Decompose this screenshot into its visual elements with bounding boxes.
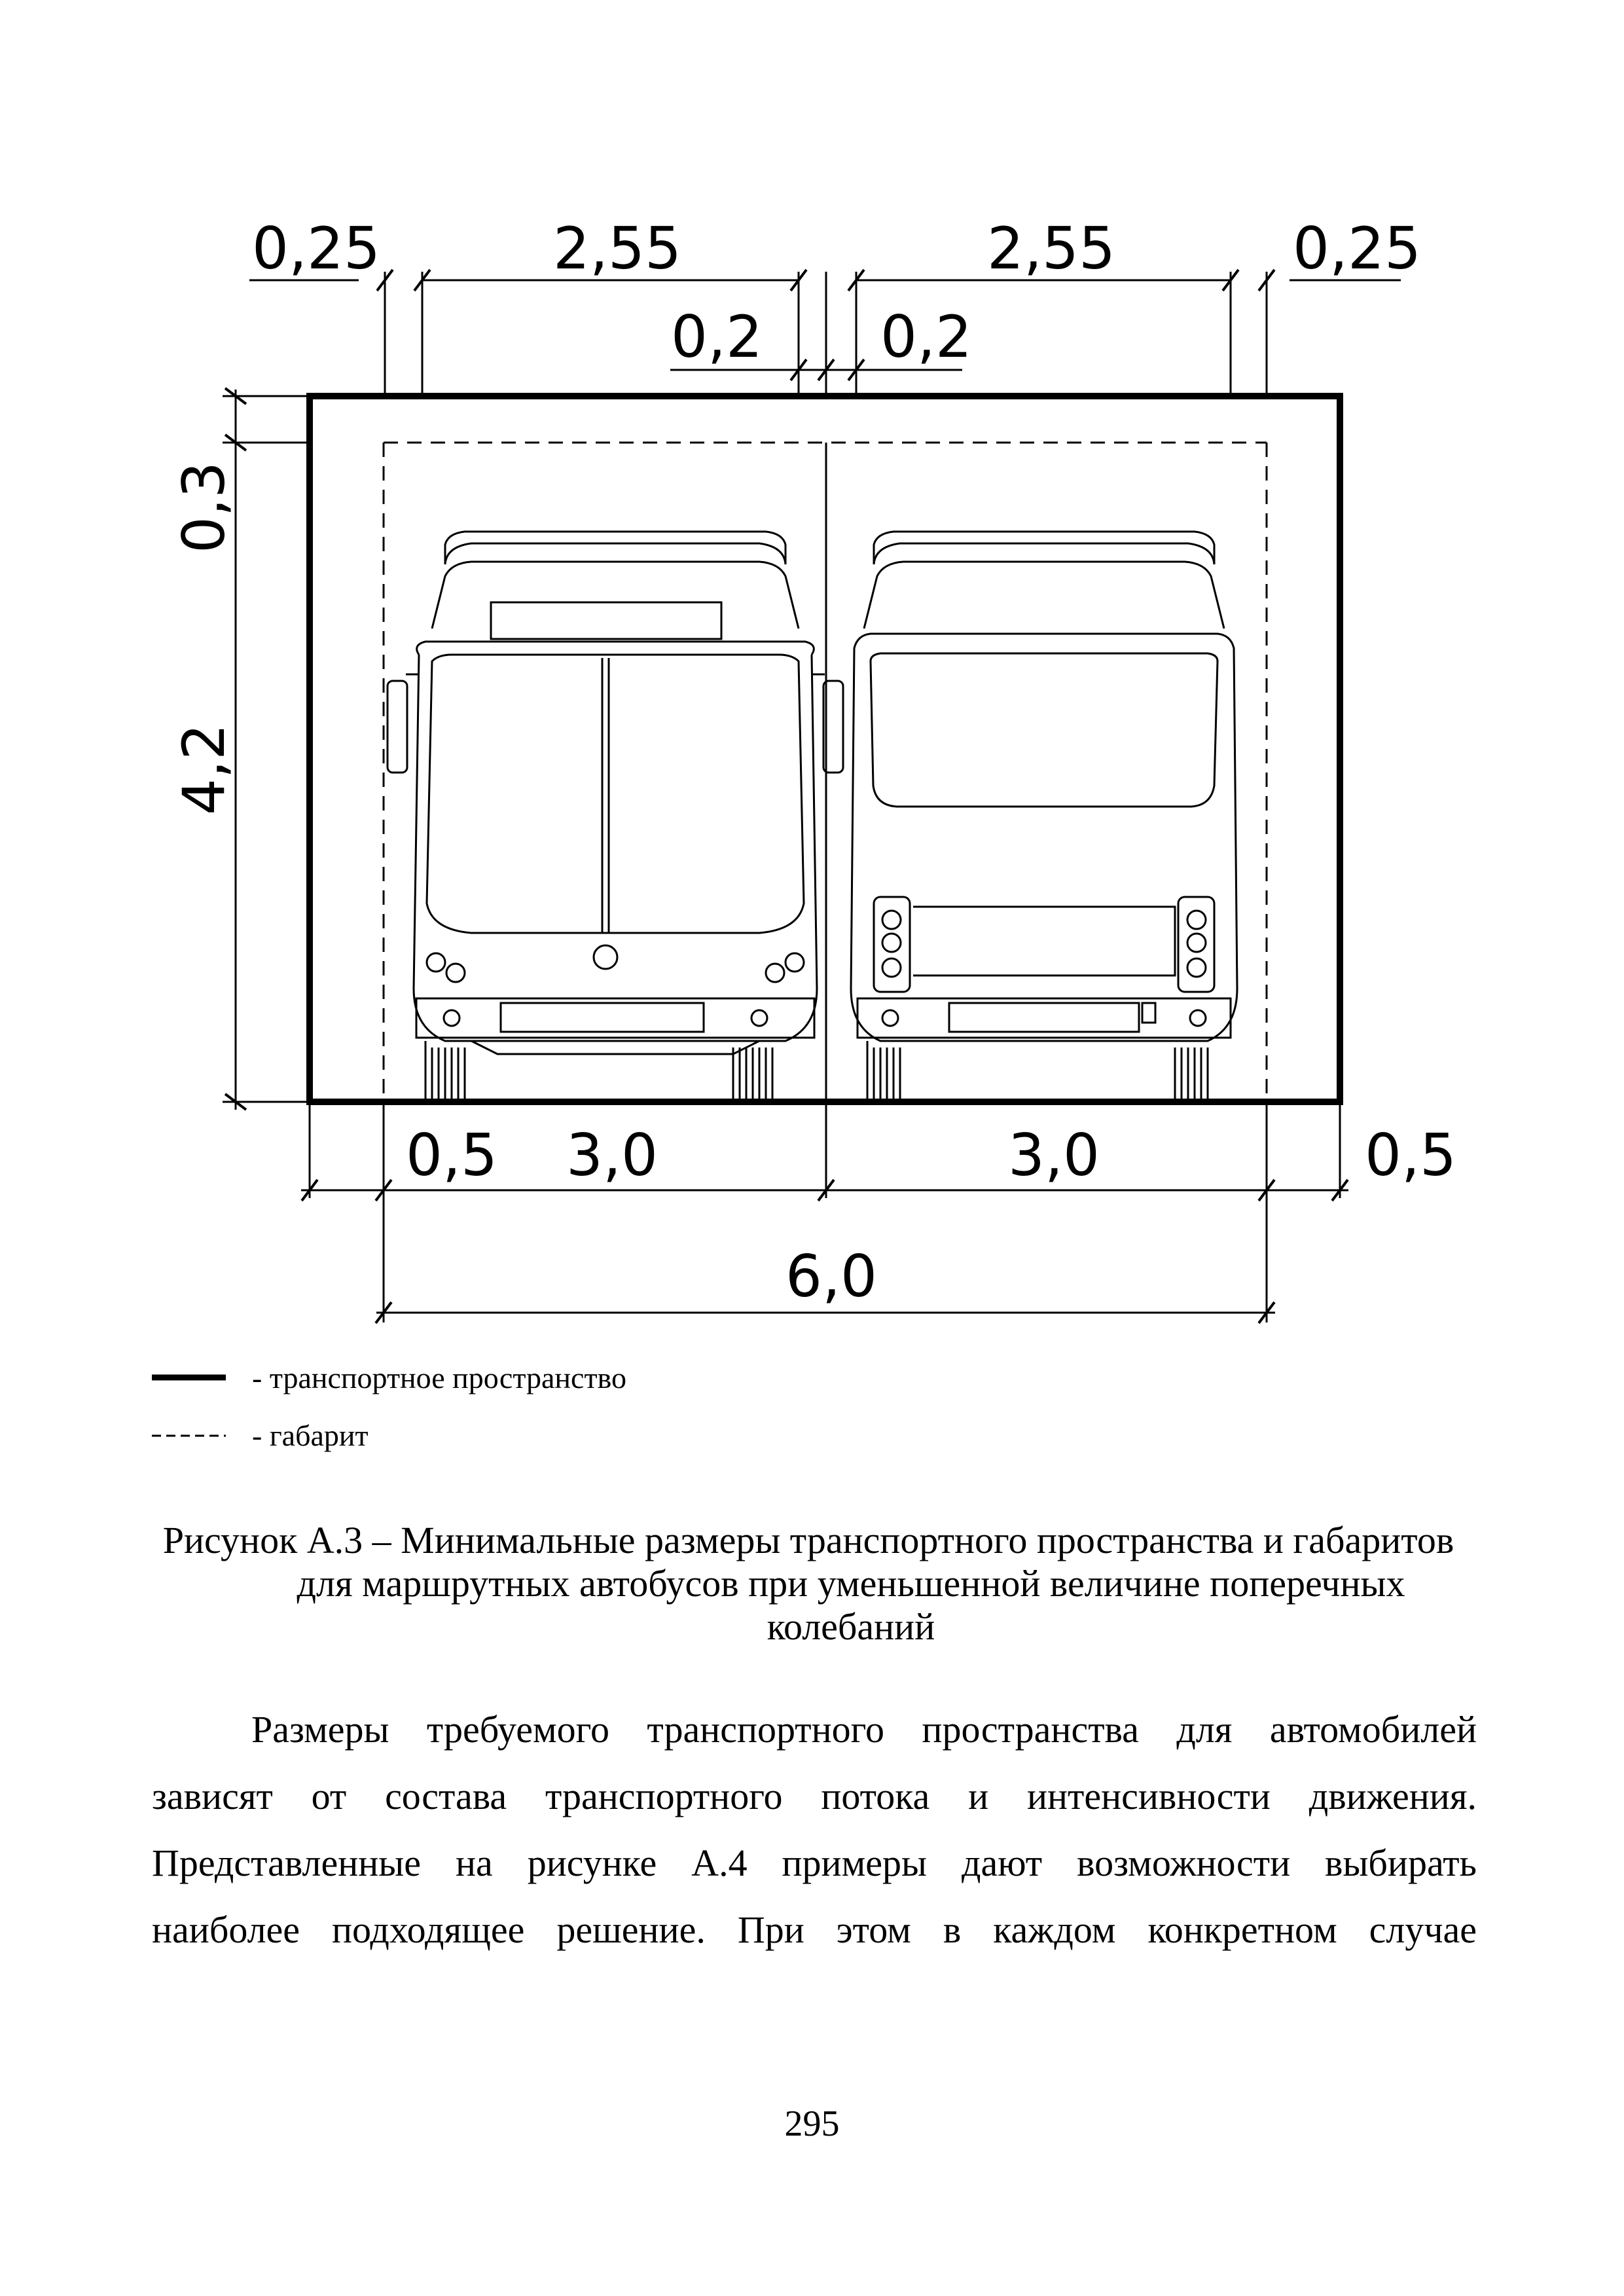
- dim-top-left-025: 0,25: [252, 215, 380, 282]
- figure-caption-line3: колебаний: [767, 1605, 935, 1648]
- body-paragraph-line3: Представленные на рисунке А.4 примеры дают возможности выбирать: [152, 1842, 1477, 1884]
- dim-top-right-025: 0,25: [1293, 215, 1421, 282]
- dim-top-center-right-02: 0,2: [880, 303, 972, 371]
- dim-left-42: 4,2: [170, 723, 238, 815]
- dim-left-03: 0,3: [170, 462, 238, 553]
- body-paragraph-line2: зависят от состава транспортного потока и интенсивности движения.: [152, 1775, 1477, 1817]
- legend-dashed-label: - габарит: [252, 1419, 369, 1452]
- bus-front-icon: [388, 532, 843, 1102]
- body-paragraph-line4: наиболее подходящее решение. При этом в каждом конкретном случае: [152, 1908, 1477, 1951]
- figure-caption-line2: для маршрутных автобусов при уменьшенной величине поперечных: [297, 1562, 1405, 1605]
- dim-bottom-left-05: 0,5: [406, 1121, 497, 1189]
- page-number: 295: [784, 2104, 840, 2144]
- dim-top-left-255: 2,55: [553, 215, 681, 282]
- top-dimension-lines: [249, 270, 1401, 396]
- dim-bottom-right-05: 0,5: [1365, 1121, 1456, 1189]
- legend-solid-label: - транспортное пространство: [252, 1361, 626, 1394]
- dim-bottom-right-30: 3,0: [1008, 1121, 1100, 1189]
- bus-rear-icon: [851, 532, 1237, 1102]
- body-paragraph-line1: Размеры требуемого транспортного пространства для автомобилей: [251, 1708, 1477, 1751]
- dim-total-60: 6,0: [785, 1243, 877, 1310]
- dim-top-center-left-02: 0,2: [671, 303, 763, 371]
- dim-top-right-255: 2,55: [987, 215, 1115, 282]
- transport-space-rect: [310, 396, 1340, 1102]
- figure-caption-line1: Рисунок А.3 – Минимальные размеры транспортного пространства и габаритов: [162, 1519, 1454, 1561]
- dim-bottom-left-30: 3,0: [566, 1121, 658, 1189]
